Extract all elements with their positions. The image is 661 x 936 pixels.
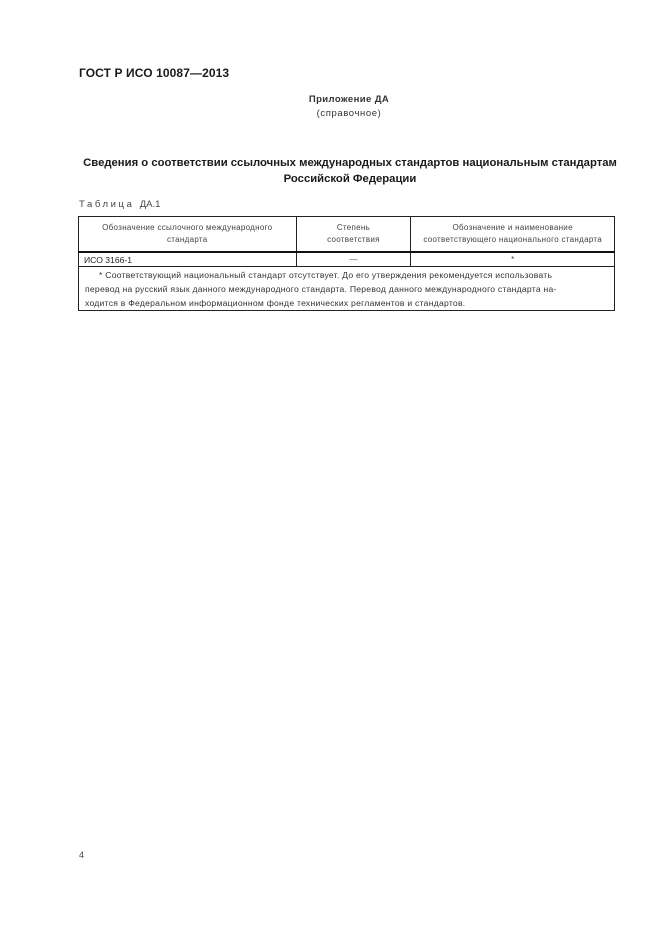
- page-number: 4: [79, 850, 85, 860]
- table-footnote: [79, 267, 615, 311]
- header-degree: [296, 217, 411, 253]
- header-text-line: Обозначение ссылочного международного: [102, 223, 273, 232]
- cell-degree: —: [296, 252, 411, 267]
- header-text-line: Степень: [336, 223, 371, 232]
- appendix-heading: [0, 93, 661, 121]
- header-text-line: соответствия: [327, 235, 380, 244]
- cell-designation: ИСО 3166-1: [79, 252, 297, 267]
- table-caption-number: ДА.1: [139, 199, 161, 210]
- table-caption: [79, 199, 160, 210]
- section-title: [70, 155, 630, 187]
- appendix-label: Приложение ДА: [308, 94, 390, 105]
- section-title-line-1: Сведения о соответствии ссылочных международных стандартов национальным стандартам: [83, 157, 617, 169]
- table-row: [79, 252, 615, 267]
- header-text-line: стандарта: [166, 235, 208, 244]
- table-header-row: [79, 217, 615, 253]
- header-text-line: Обозначение и наименование: [452, 223, 573, 232]
- table-caption-word: Таблица: [79, 199, 135, 210]
- footnote-line-3: ходится в Федеральном информационном фонде технических регламентов и стандартов.: [85, 297, 466, 308]
- header-national-standard: [411, 217, 615, 253]
- header-international-designation: [79, 217, 297, 253]
- section-title-line-2: Российской Федерации: [283, 173, 417, 185]
- footnote-line-2: перевод на русский язык данного международного стандарта. Перевод данного международного стандарта на-: [85, 283, 557, 294]
- table-footnote-row: [79, 267, 615, 311]
- appendix-type: (справочное): [316, 108, 382, 119]
- header-text-line: соответствующего национального стандарта: [423, 235, 603, 244]
- document-header: ГОСТ Р ИСО 10087—2013: [79, 66, 230, 80]
- cell-national: *: [411, 252, 615, 267]
- correspondence-table: [78, 216, 615, 311]
- footnote-line-1: * Соответствующий национальный стандарт отсутствует. До его утверждения рекомендуется использовать: [99, 269, 553, 280]
